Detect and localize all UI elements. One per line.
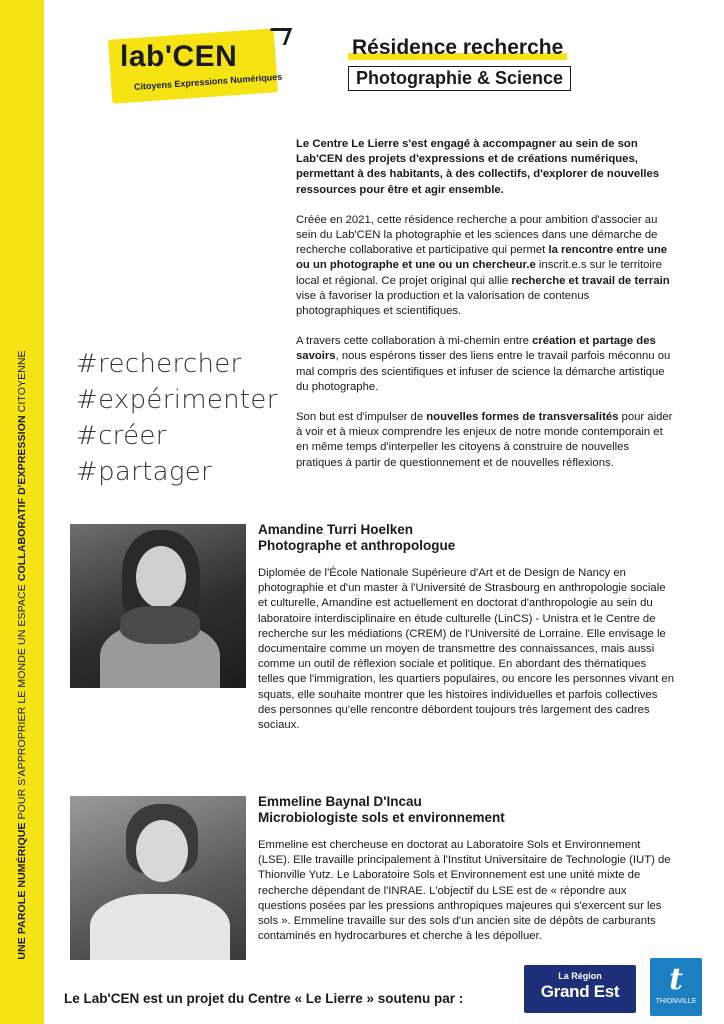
hashtag-creer: #créer bbox=[76, 421, 167, 451]
page-title: Résidence recherche bbox=[348, 36, 567, 60]
intro-p4-c: pour aider à voir et à mieux comprendre les enjeux de notre monde contemporain et en même temps d'interpeller les citoyens à construire de nouvelles pratiques à partir de questionnement et de nouvelles réflexions. bbox=[296, 411, 673, 469]
slogan-part-4: CITOYENNE bbox=[16, 350, 28, 416]
hashtag-rechercher: #rechercher bbox=[76, 349, 242, 379]
hashtag-list bbox=[76, 346, 278, 490]
intro-text bbox=[296, 137, 674, 486]
intro-p4-b: nouvelles formes de transversalités bbox=[426, 411, 619, 424]
sidebar-slogan bbox=[16, 350, 28, 959]
page-subtitle: Photographie & Science bbox=[348, 66, 571, 91]
intro-paragraph-1 bbox=[296, 137, 674, 198]
portrait-face bbox=[136, 546, 186, 608]
intro-p1-text: Le Centre Le Lierre s'est engagé à accompagner au sein de son Lab'CEN des projets d'expressions et de créations numériques, permettant à des habitants, à des collectifs, d'explorer de nouvelles ressources pour être et agir ensemble. bbox=[296, 138, 660, 196]
portrait-photo-emmeline bbox=[70, 796, 246, 960]
region-grand-est-logo bbox=[524, 965, 636, 1013]
labcen-logo bbox=[100, 28, 300, 106]
logo-corner-mark bbox=[265, 28, 292, 45]
person-role-amandine: Photographe et anthropologue bbox=[258, 538, 456, 553]
intro-paragraph-4 bbox=[296, 410, 674, 471]
intro-p2-c: inscrit.e.s sur le territoire local et régional. Ce projet original qui allie bbox=[296, 259, 662, 287]
region-logo-line2: Grand Est bbox=[540, 982, 620, 1001]
slogan-part-2: POUR S'APPROPRIER LE MONDE UN ESPACE bbox=[16, 581, 28, 823]
region-logo-line1: La Région bbox=[558, 971, 602, 981]
intro-p3-c: , nous espérons tisser des liens entre le travail parfois méconnu ou mal compris des scientifiques et infuser de science la démarche artistique du photographe. bbox=[296, 350, 671, 393]
slogan-part-3: COLLABORATIF D'EXPRESSION bbox=[16, 415, 28, 582]
portrait-photo-amandine bbox=[70, 524, 246, 688]
sidebar-band bbox=[0, 0, 44, 1024]
logo-tagline: Citoyens Expressions Numériques bbox=[133, 71, 283, 92]
footer-credit: Le Lab'CEN est un projet du Centre « Le Lierre » soutenu par : bbox=[64, 991, 464, 1006]
intro-p2-e: vise à favoriser la production et la valorisation de contenus photographiques et scientifiques. bbox=[296, 289, 590, 318]
intro-p2-a: Créée en 2021, cette résidence recherche a pour ambition d'associer au sein du Lab'CEN la photographie et les sciences dans une démarche de recherche collaborative et participative qui permet bbox=[296, 213, 658, 257]
portrait-scarf bbox=[120, 606, 200, 644]
thionville-logo bbox=[650, 958, 702, 1016]
person-bio-emmeline: Emmeline est chercheuse en doctorat au Laboratoire Sols et Environnement (LSE). Elle travaille principalement à l'Institut Universitaire de Technologie (IUT) de Thionville Yutz. Le Laboratoire Sols et Environnement est une unité mixte de recherche dépendant de l'INRAE. L'objectif du LSE est de « répondre aux questions posées par les pressions anthropiques majeures qui s'exercent sur les sols ». Emmeline travaille sur des sols d'un ancien site de dépôts de carburants contaminés en hydrocarbures et cherche à les dépolluer. bbox=[258, 839, 671, 943]
intro-p2-d: recherche et travail de terrain bbox=[511, 274, 670, 287]
portrait-face bbox=[136, 820, 188, 882]
person-name-emmeline: Emmeline Baynal D'Incau bbox=[258, 794, 422, 809]
intro-p2-b: la rencontre entre une ou un photographe et une ou un chercheur.e bbox=[296, 244, 668, 272]
person-role-emmeline: Microbiologiste sols et environnement bbox=[258, 810, 505, 825]
thionville-logo-caption: THIONVILLE bbox=[655, 998, 697, 1005]
portrait-body bbox=[90, 894, 230, 960]
person-bio-amandine: Diplomée de l'École Nationale Supérieure d'Art et de Design de Nancy en photographie et d'un master à l'Université de Strasbourg en anthropologie sociale et culturelle, Amandine est actuellement en doctorat d'anthropologie au sein du laboratoire interdisciplinaire en étude culturelle (LinCS) - Unistra et le Centre de recherche sur les médiations (CREM) de l'Université de Lorraine. Elle envisage le documentaire comme un moyen de transmettre des connaissances, mais aussi comme un outil de réflexion sociale et politique. En abordant des thématiques telles que l'immigration, les quartiers populaires, ou encore les personnes vivant en squats, elle souhaite montrer que les histoires individuelles et parfois collectives des personnes qu'elle rencontre débordent toujours très largement des cadres sociaux. bbox=[258, 567, 674, 732]
intro-paragraph-3 bbox=[296, 334, 674, 395]
hashtag-experimenter: #expérimenter bbox=[76, 385, 278, 415]
intro-paragraph-2 bbox=[296, 213, 674, 319]
thionville-logo-glyph: t bbox=[669, 962, 683, 997]
person-name-amandine: Amandine Turri Hoelken bbox=[258, 522, 414, 537]
intro-p3-b: création et partage des savoirs bbox=[296, 335, 656, 363]
intro-p3-a: A travers cette collaboration à mi-chemin entre bbox=[296, 335, 533, 348]
logo-word: lab'CEN bbox=[120, 40, 238, 73]
intro-p4-a: Son but est d'impulser de bbox=[296, 411, 427, 424]
slogan-part-1: UNE PAROLE NUMÉRIQUE bbox=[16, 822, 28, 960]
hashtag-partager: #partager bbox=[76, 457, 213, 487]
